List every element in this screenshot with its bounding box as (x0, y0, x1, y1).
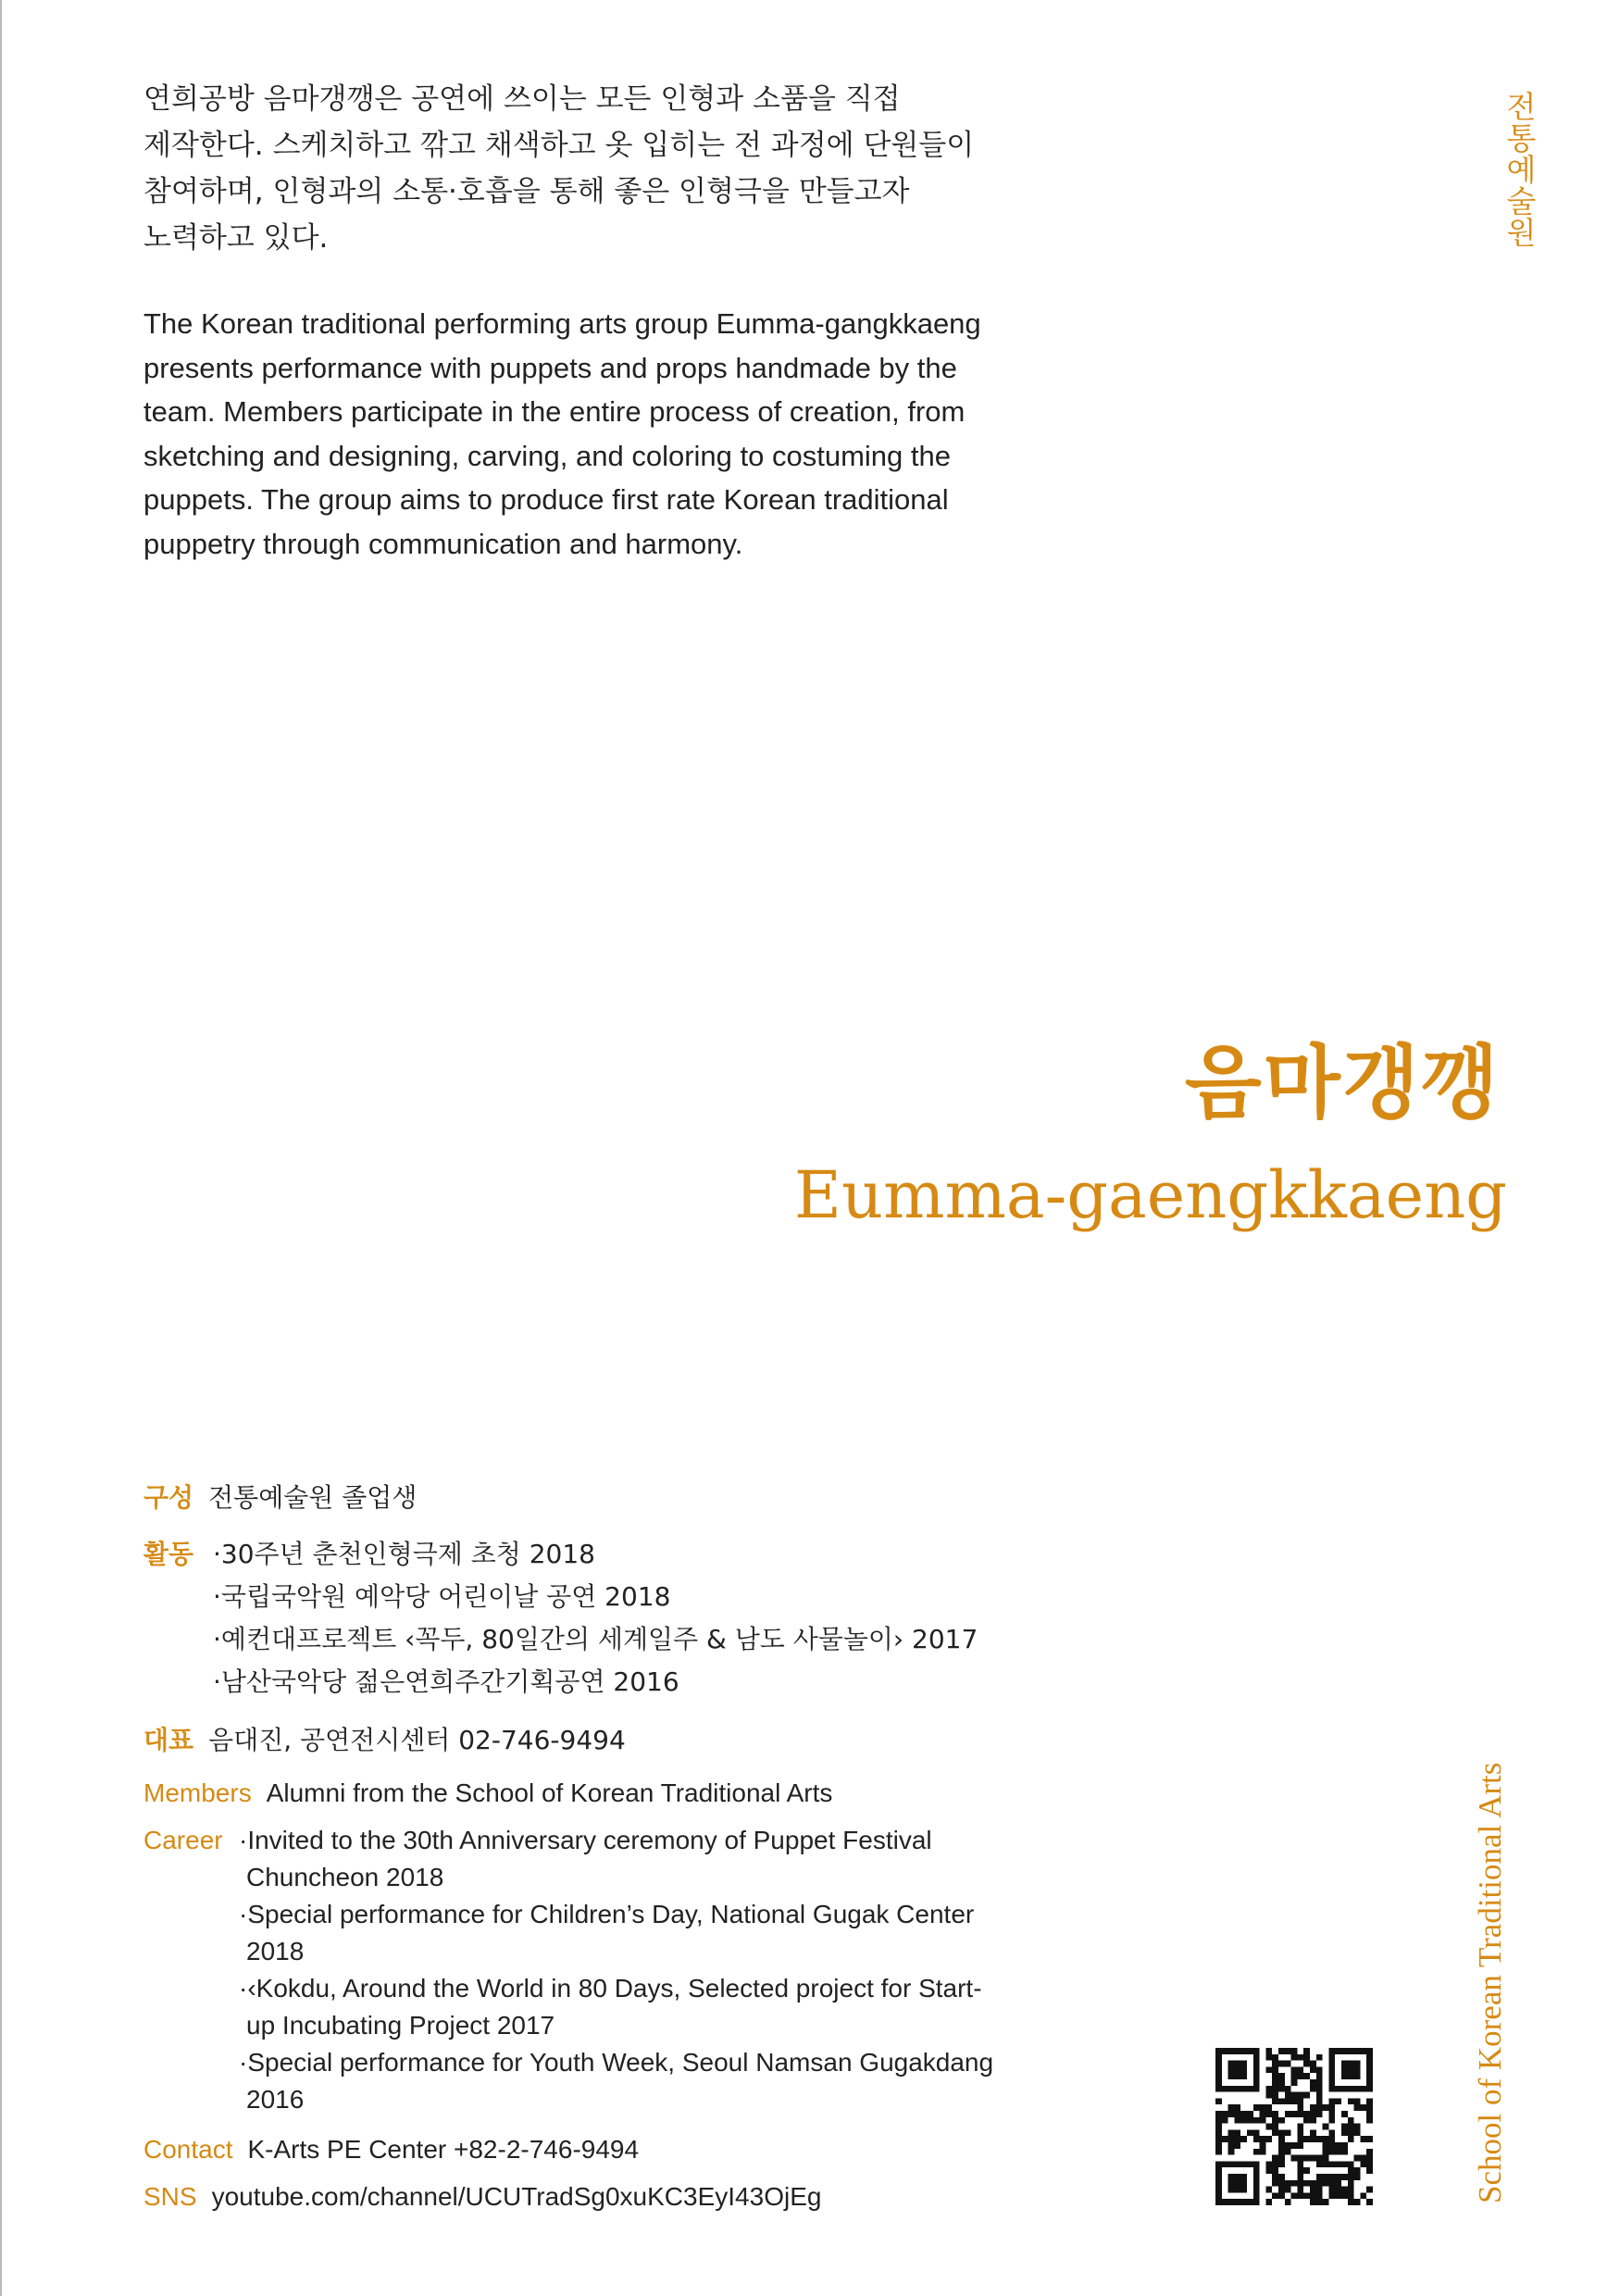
intro-en-line: sketching and designing, carving, and coloring to costuming the (143, 439, 951, 472)
qr-code-icon[interactable] (1215, 2048, 1373, 2205)
career-label-en: Career (143, 1826, 223, 1854)
intro-ko-line: 참여하며, 인형과의 소통·호흡을 통해 좋은 인형극을 만들고자 (143, 175, 910, 208)
intro-english (143, 302, 1060, 566)
intro-ko-line: 연희공방 음마갱깽은 공연에 쓰이는 모든 인형과 소품을 직접 (143, 82, 901, 116)
career-item: ·Special performance for Children’s Day, National Gugak Center (239, 1900, 975, 1928)
career-item: Chuncheon 2018 (246, 1863, 444, 1891)
group-title-english: Eumma-gaengkkaeng (793, 1157, 1507, 1233)
group-title-korean: 음마갱깽 (1184, 1036, 1500, 1129)
contact-label-en: Contact (143, 2135, 233, 2164)
intro-ko-line: 제작한다. 스케치하고 깎고 채색하고 옷 입히는 전 과정에 단원들이 (143, 129, 975, 162)
rep-label-ko: 대표 (143, 1725, 194, 1755)
activities-label-ko: 활동 (143, 1539, 194, 1569)
activities-list-ko (213, 1533, 978, 1703)
info-rep-ko (143, 1719, 626, 1762)
info-activities-ko (143, 1533, 978, 1703)
sns-link[interactable]: youtube.com/channel/UCUTradSg0xuKC3EyI43OjEg (211, 2182, 822, 2211)
activity-item: ·남산국악당 젊은연희주간기획공연 2016 (213, 1666, 679, 1697)
intro-en-line: puppetry through communication and harmony. (143, 527, 743, 560)
side-label-english: School of Korean Traditional Arts (1472, 1762, 1508, 2203)
activity-item: ·국립국악원 예악당 어린이날 공연 2018 (213, 1581, 671, 1612)
career-item: ·Special performance for Youth Week, Seoul Namsan Gugakdang (239, 2048, 994, 2077)
page-left-rule (0, 0, 2, 2296)
info-members-ko (143, 1477, 417, 1519)
sns-label-en: SNS (143, 2182, 197, 2211)
members-label-en: Members (143, 1778, 252, 1807)
info-sns-en (143, 2178, 821, 2215)
rep-value-ko: 음대진, 공연전시센터 02-746-9494 (208, 1725, 626, 1755)
info-career-en (143, 1822, 993, 2118)
intro-korean (143, 76, 1032, 261)
career-item: 2016 (246, 2085, 305, 2114)
intro-en-line: puppets. The group aims to produce first rate Korean traditional (143, 483, 949, 516)
side-label-korean: 전통예술원 (1502, 91, 1538, 248)
career-list-en (239, 1822, 993, 2118)
intro-en-line: team. Members participate in the entire process of creation, from (143, 395, 966, 428)
career-item: 2018 (246, 1937, 305, 1965)
activity-item: ·30주년 춘천인형극제 초청 2018 (213, 1539, 595, 1569)
members-value-ko: 전통예술원 졸업생 (208, 1482, 417, 1513)
intro-en-line: presents performance with puppets and props handmade by the (143, 351, 957, 384)
intro-ko-line: 노력하고 있다. (143, 221, 329, 255)
career-item: up Incubating Project 2017 (246, 2011, 555, 2040)
info-contact-en (143, 2131, 639, 2168)
intro-en-line: The Korean traditional performing arts group Eumma-gangkkaeng (143, 307, 981, 340)
info-members-en (143, 1775, 832, 1812)
members-value-en: Alumni from the School of Korean Traditional Arts (266, 1778, 833, 1807)
career-item: ·Invited to the 30th Anniversary ceremony of Puppet Festival (239, 1826, 932, 1854)
activity-item: ·예컨대프로젝트 ‹꼭두, 80일간의 세계일주 & 남도 사물놀이› 2017 (213, 1624, 978, 1654)
members-label-ko: 구성 (143, 1482, 194, 1513)
career-item: ·‹Kokdu, Around the World in 80 Days, Selected project for Start- (239, 1974, 982, 2003)
contact-value-en: K-Arts PE Center +82-2-746-9494 (247, 2135, 640, 2164)
